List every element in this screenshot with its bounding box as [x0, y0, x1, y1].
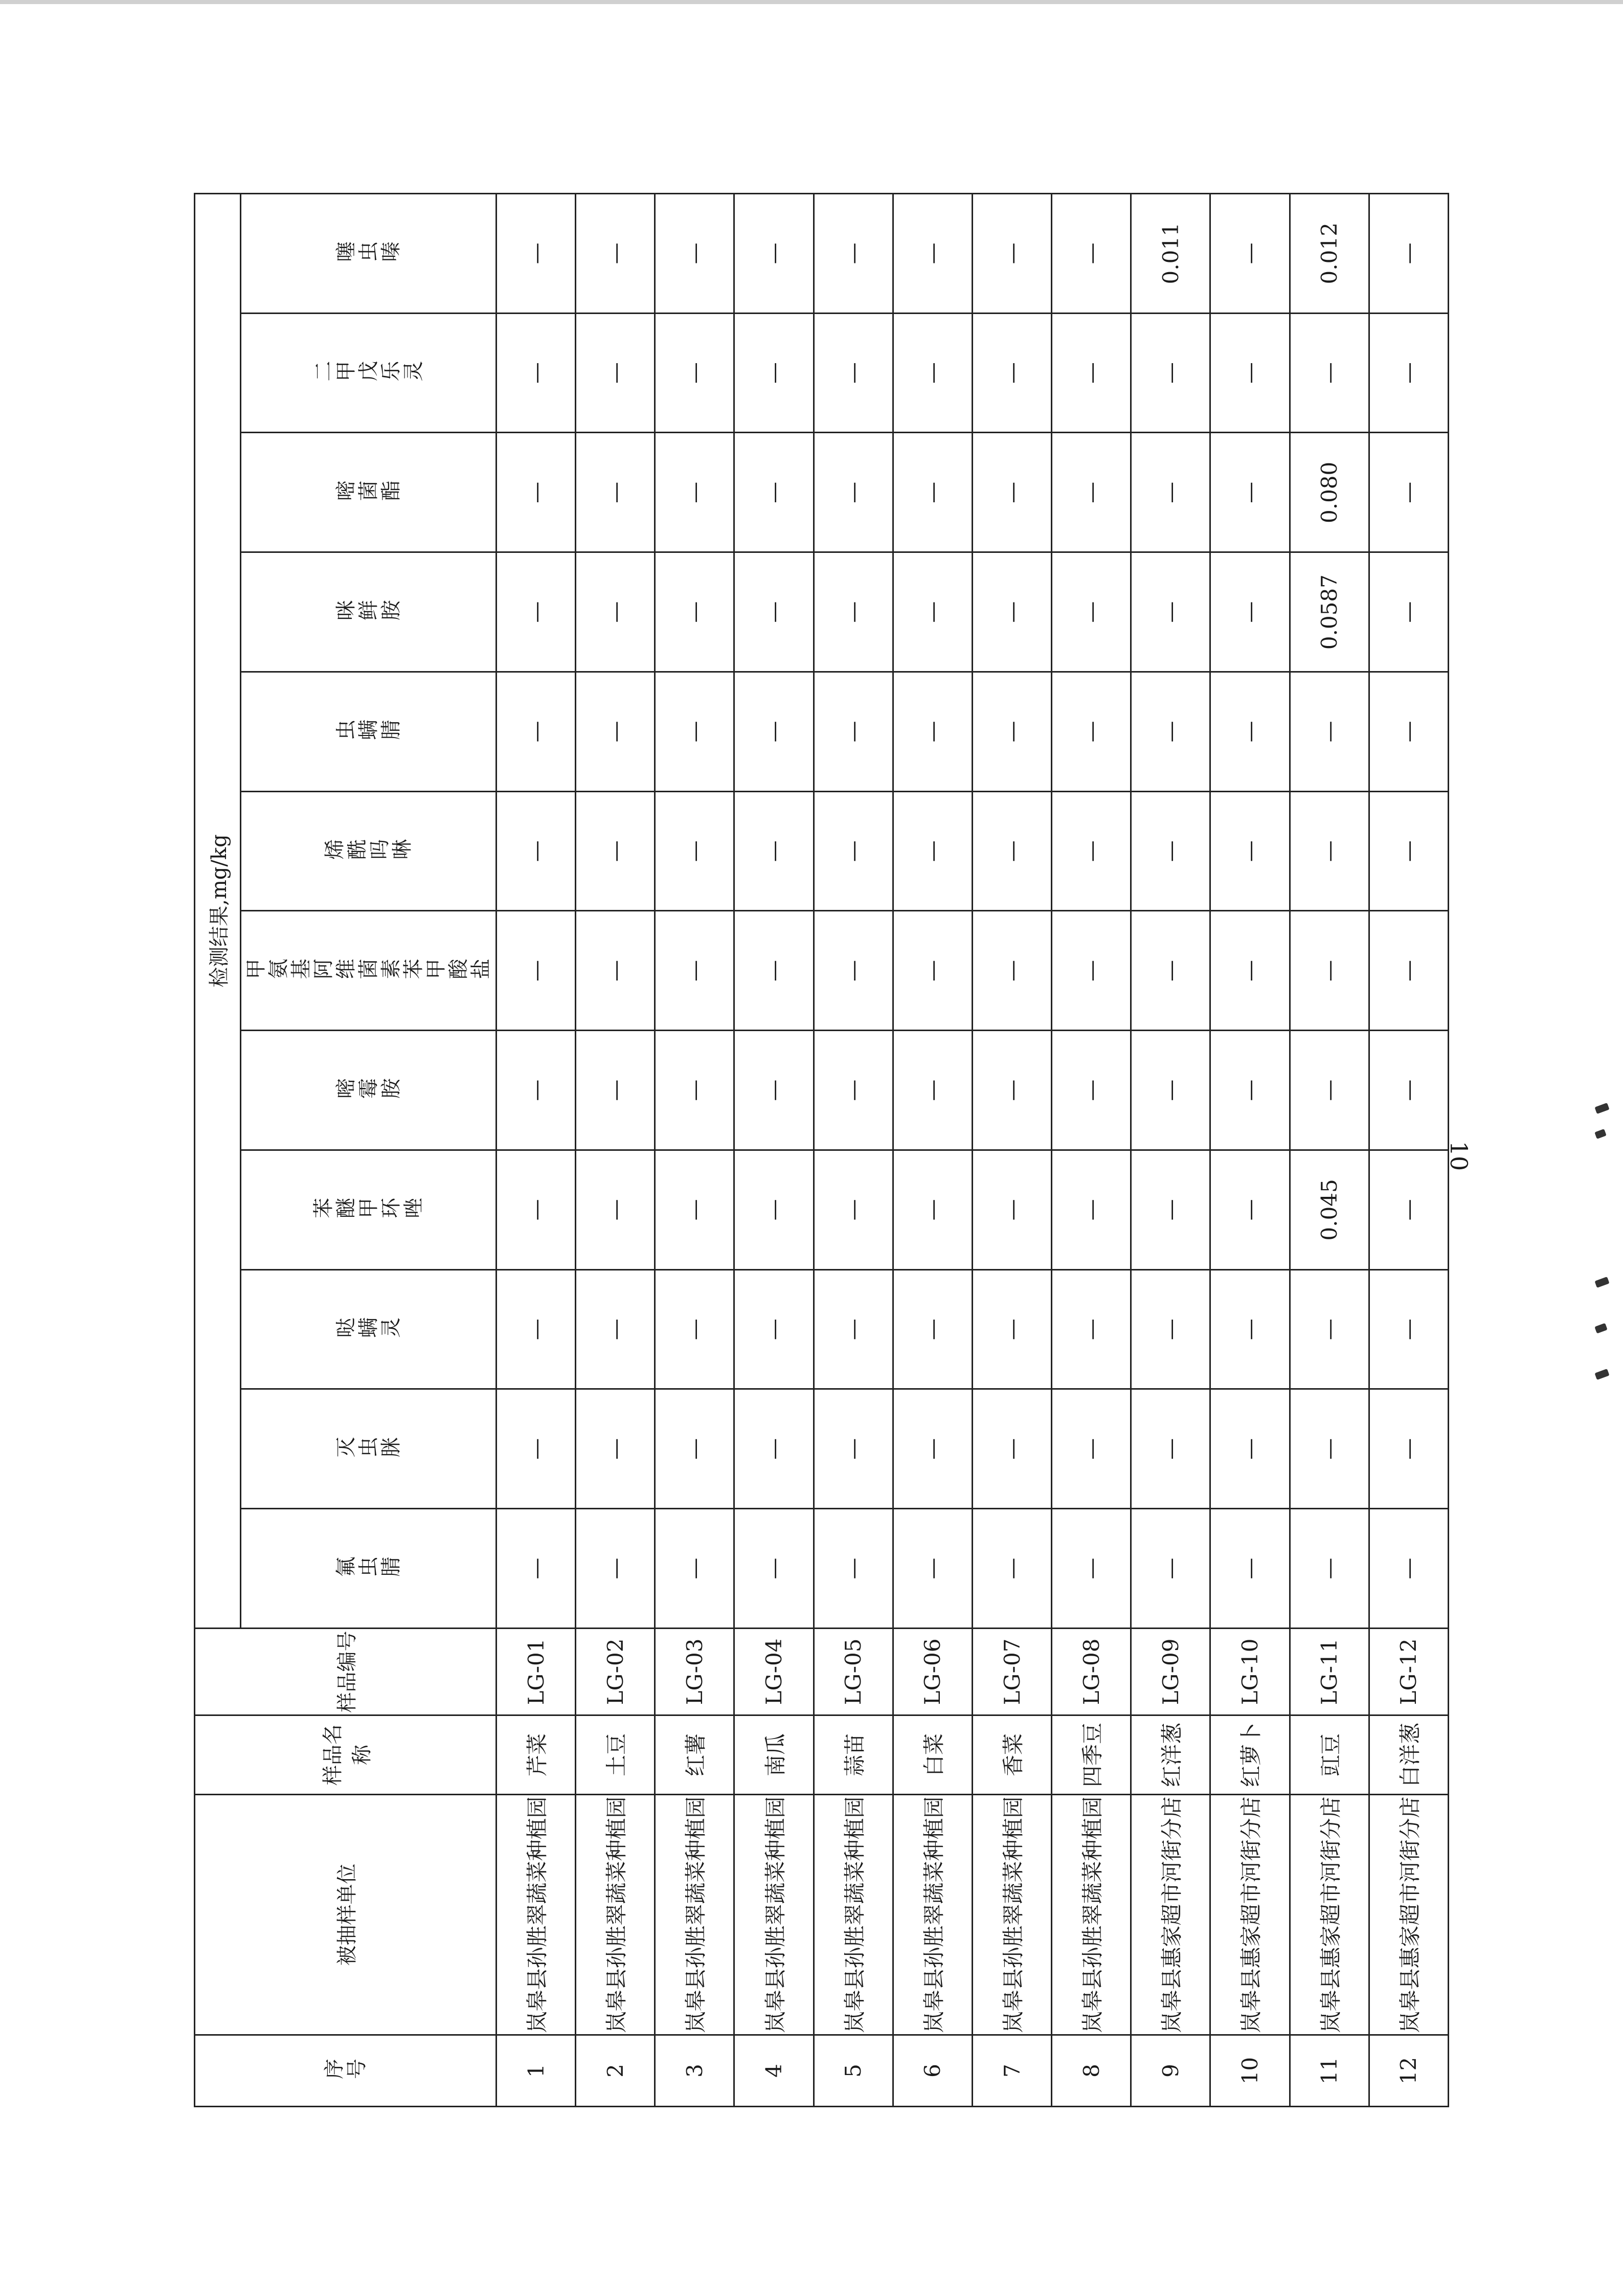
cell-value: — — [576, 791, 655, 911]
cell-value: — — [814, 552, 893, 672]
cell-code: LG-11 — [1290, 1629, 1369, 1715]
cell-code: LG-10 — [1210, 1629, 1290, 1715]
cell-value: — — [734, 313, 814, 433]
cell-value: — — [497, 313, 576, 433]
cell-value: — — [655, 1389, 734, 1509]
cell-value: — — [1210, 672, 1290, 792]
cell-name: 豇豆 — [1290, 1715, 1369, 1795]
cell-value: — — [497, 552, 576, 672]
cell-name: 白菜 — [893, 1715, 972, 1795]
cell-value: — — [497, 1509, 576, 1629]
table-row — [497, 193, 576, 2106]
cell-name: 红萝卜 — [1210, 1715, 1290, 1795]
cell-unit: 岚皋县孙胜翠蔬菜种植园 — [972, 1795, 1051, 2035]
cell-unit: 岚皋县惠家超市河街分店 — [1210, 1795, 1290, 2035]
cell-unit: 岚皋县孙胜翠蔬菜种植园 — [893, 1795, 972, 2035]
cell-unit: 岚皋县孙胜翠蔬菜种植园 — [734, 1795, 814, 2035]
cell-code: LG-06 — [893, 1629, 972, 1715]
cell-value: — — [1210, 1150, 1290, 1270]
cell-value: — — [1131, 1389, 1210, 1509]
cell-value: — — [655, 1269, 734, 1389]
cell-value: — — [893, 1389, 972, 1509]
cell-value: — — [1210, 1389, 1290, 1509]
header-analyte: 甲氨基阿维菌素苯甲酸盐 — [241, 911, 497, 1031]
cell-value: — — [497, 911, 576, 1031]
cell-seq: 1 — [497, 2035, 576, 2107]
cell-unit: 岚皋县孙胜翠蔬菜种植园 — [655, 1795, 734, 2035]
cell-value: — — [893, 1150, 972, 1270]
cell-value: — — [1369, 1509, 1448, 1629]
cell-value: — — [1052, 911, 1131, 1031]
cell-value: — — [893, 1269, 972, 1389]
cell-value: — — [972, 1509, 1051, 1629]
cell-unit: 岚皋县孙胜翠蔬菜种植园 — [576, 1795, 655, 2035]
cell-name: 芹菜 — [497, 1715, 576, 1795]
header-analyte: 嘧霉胺 — [241, 1031, 497, 1150]
cell-value: — — [893, 552, 972, 672]
cell-code: LG-05 — [814, 1629, 893, 1715]
cell-seq: 4 — [734, 2035, 814, 2107]
cell-value: — — [1290, 1269, 1369, 1389]
header-results-group: 检测结果,mg/kg — [195, 193, 241, 1628]
cell-value: — — [893, 433, 972, 552]
cell-value: — — [972, 433, 1051, 552]
cell-value: — — [576, 433, 655, 552]
cell-value: — — [972, 552, 1051, 672]
cell-value: — — [1210, 911, 1290, 1031]
cell-seq: 8 — [1052, 2035, 1131, 2107]
cell-name: 四季豆 — [1052, 1715, 1131, 1795]
cell-name: 蒜苗 — [814, 1715, 893, 1795]
header-analyte: 哒螨灵 — [241, 1269, 497, 1389]
cell-value: — — [576, 1509, 655, 1629]
cell-value: — — [814, 911, 893, 1031]
cell-value: — — [655, 433, 734, 552]
cell-value: — — [655, 1031, 734, 1150]
cell-value: — — [1052, 193, 1131, 313]
cell-value: — — [1290, 791, 1369, 911]
cell-value: — — [893, 672, 972, 792]
table-row — [1210, 193, 1290, 2106]
cell-value: — — [734, 433, 814, 552]
cell-value: — — [1290, 911, 1369, 1031]
cell-value: — — [1369, 193, 1448, 313]
cell-value: — — [1131, 791, 1210, 911]
cell-unit: 岚皋县惠家超市河街分店 — [1369, 1795, 1448, 2035]
cell-value: — — [814, 1269, 893, 1389]
cell-value: — — [734, 1509, 814, 1629]
cell-value: — — [1210, 1031, 1290, 1150]
cell-unit: 岚皋县惠家超市河街分店 — [1131, 1795, 1210, 2035]
cell-seq: 6 — [893, 2035, 972, 2107]
cell-code: LG-02 — [576, 1629, 655, 1715]
cell-value: — — [1290, 313, 1369, 433]
cell-value: — — [497, 1150, 576, 1270]
table-row — [814, 193, 893, 2106]
cell-value: — — [1052, 1389, 1131, 1509]
cell-value: — — [734, 1150, 814, 1270]
cell-code: LG-07 — [972, 1629, 1051, 1715]
cell-value: — — [1131, 1150, 1210, 1270]
cell-value: — — [497, 672, 576, 792]
cell-value: — — [1369, 1150, 1448, 1270]
cell-value: — — [893, 911, 972, 1031]
cell-value: — — [814, 313, 893, 433]
cell-value: — — [814, 1150, 893, 1270]
cell-value: — — [972, 193, 1051, 313]
table-row — [576, 193, 655, 2106]
cell-value: — — [1131, 313, 1210, 433]
cell-value: — — [1131, 552, 1210, 672]
cell-value: — — [1052, 1150, 1131, 1270]
cell-seq: 7 — [972, 2035, 1051, 2107]
cell-value: — — [655, 672, 734, 792]
cell-value: — — [497, 433, 576, 552]
cell-value: — — [814, 1389, 893, 1509]
cell-value: 0.011 — [1131, 193, 1210, 313]
cell-value: 0.012 — [1290, 193, 1369, 313]
cell-value: — — [1052, 1031, 1131, 1150]
cell-value: — — [734, 1031, 814, 1150]
cell-value: — — [1369, 1269, 1448, 1389]
cell-name: 香菜 — [972, 1715, 1051, 1795]
cell-value: — — [1210, 313, 1290, 433]
cell-value: — — [576, 1269, 655, 1389]
cell-value: — — [655, 552, 734, 672]
cell-value: — — [972, 791, 1051, 911]
cell-seq: 12 — [1369, 2035, 1448, 2107]
header-analyte: 灭虫脒 — [241, 1389, 497, 1509]
cell-value: — — [972, 1269, 1051, 1389]
cell-seq: 5 — [814, 2035, 893, 2107]
header-name: 样品名称 — [195, 1715, 497, 1795]
stamp-mark — [1595, 1084, 1611, 1391]
cell-code: LG-12 — [1369, 1629, 1448, 1715]
cell-seq: 3 — [655, 2035, 734, 2107]
cell-value: — — [814, 1509, 893, 1629]
cell-value: — — [1290, 1031, 1369, 1150]
table-row — [1052, 193, 1131, 2106]
header-analyte: 二甲戊乐灵 — [241, 313, 497, 433]
cell-value: — — [1131, 433, 1210, 552]
cell-value: — — [576, 1150, 655, 1270]
cell-seq: 10 — [1210, 2035, 1290, 2107]
cell-name: 南瓜 — [734, 1715, 814, 1795]
table-row — [972, 193, 1051, 2106]
cell-value: — — [1369, 313, 1448, 433]
cell-value: — — [1131, 911, 1210, 1031]
cell-value: — — [893, 1031, 972, 1150]
cell-value: — — [972, 313, 1051, 433]
cell-value: — — [655, 313, 734, 433]
cell-value: — — [972, 1150, 1051, 1270]
cell-value: — — [1052, 791, 1131, 911]
cell-value: — — [1131, 1031, 1210, 1150]
header-seq: 序号 — [195, 2035, 497, 2107]
cell-value: — — [1210, 552, 1290, 672]
cell-value: — — [1131, 1269, 1210, 1389]
cell-value: 0.080 — [1290, 433, 1369, 552]
cell-value: — — [1052, 313, 1131, 433]
cell-value: — — [893, 193, 972, 313]
cell-value: — — [1290, 672, 1369, 792]
cell-unit: 岚皋县孙胜翠蔬菜种植园 — [814, 1795, 893, 2035]
cell-value: — — [497, 791, 576, 911]
cell-value: — — [1052, 1269, 1131, 1389]
cell-value: — — [1369, 433, 1448, 552]
cell-code: LG-08 — [1052, 1629, 1131, 1715]
cell-value: — — [576, 911, 655, 1031]
header-analyte: 咪鲜胺 — [241, 552, 497, 672]
cell-value: — — [497, 193, 576, 313]
cell-value: — — [734, 193, 814, 313]
cell-unit: 岚皋县孙胜翠蔬菜种植园 — [497, 1795, 576, 2035]
cell-value: — — [734, 1269, 814, 1389]
cell-value: — — [655, 1150, 734, 1270]
cell-value: — — [734, 672, 814, 792]
cell-value: — — [655, 911, 734, 1031]
cell-value: — — [893, 791, 972, 911]
cell-name: 土豆 — [576, 1715, 655, 1795]
cell-value: — — [1369, 672, 1448, 792]
cell-value: — — [1131, 1509, 1210, 1629]
cell-value: — — [497, 1031, 576, 1150]
cell-value: — — [1369, 1389, 1448, 1509]
cell-value: — — [1210, 433, 1290, 552]
cell-value: — — [1052, 672, 1131, 792]
header-analyte: 噻虫嗪 — [241, 193, 497, 313]
cell-value: — — [1369, 552, 1448, 672]
cell-value: — — [1290, 1389, 1369, 1509]
cell-name: 红洋葱 — [1131, 1715, 1210, 1795]
header-analyte: 氟虫腈 — [241, 1509, 497, 1629]
cell-value: — — [734, 552, 814, 672]
cell-value: — — [972, 1031, 1051, 1150]
cell-value: — — [1052, 552, 1131, 672]
cell-value: — — [972, 1389, 1051, 1509]
table-row — [893, 193, 972, 2106]
table-row — [1290, 193, 1369, 2106]
cell-code: LG-04 — [734, 1629, 814, 1715]
header-analyte: 烯酰吗啉 — [241, 791, 497, 911]
cell-value: — — [576, 672, 655, 792]
cell-value: — — [814, 791, 893, 911]
cell-code: LG-03 — [655, 1629, 734, 1715]
cell-value: — — [655, 193, 734, 313]
cell-value: — — [1210, 193, 1290, 313]
cell-seq: 2 — [576, 2035, 655, 2107]
cell-value: — — [655, 1509, 734, 1629]
cell-value: — — [1369, 1031, 1448, 1150]
table-row — [655, 193, 734, 2106]
cell-value: — — [734, 791, 814, 911]
cell-value: — — [814, 433, 893, 552]
cell-value: — — [1210, 1509, 1290, 1629]
results-table-container — [194, 194, 1449, 2107]
cell-value: — — [893, 1509, 972, 1629]
cell-name: 红薯 — [655, 1715, 734, 1795]
cell-value: — — [576, 193, 655, 313]
header-analyte: 虫螨腈 — [241, 672, 497, 792]
cell-seq: 9 — [1131, 2035, 1210, 2107]
cell-value: — — [576, 313, 655, 433]
table-row — [1369, 193, 1448, 2106]
cell-value: — — [814, 193, 893, 313]
header-code: 样品编号 — [195, 1629, 497, 1715]
cell-value: — — [1052, 1509, 1131, 1629]
cell-unit: 岚皋县孙胜翠蔬菜种植园 — [1052, 1795, 1131, 2035]
table-row — [734, 193, 814, 2106]
cell-value: — — [1210, 1269, 1290, 1389]
cell-value: — — [1290, 1509, 1369, 1629]
cell-value: — — [497, 1269, 576, 1389]
cell-code: LG-01 — [497, 1629, 576, 1715]
cell-value: — — [893, 313, 972, 433]
cell-value: — — [814, 672, 893, 792]
cell-code: LG-09 — [1131, 1629, 1210, 1715]
cell-value: — — [1369, 911, 1448, 1031]
cell-value: — — [576, 552, 655, 672]
cell-value: — — [1210, 791, 1290, 911]
cell-value: 0.0587 — [1290, 552, 1369, 672]
cell-value: — — [972, 911, 1051, 1031]
cell-value: — — [734, 911, 814, 1031]
cell-value: — — [734, 1389, 814, 1509]
header-analyte: 嘧菌酯 — [241, 433, 497, 552]
cell-value: — — [576, 1389, 655, 1509]
cell-value: 0.045 — [1290, 1150, 1369, 1270]
cell-value: — — [497, 1389, 576, 1509]
cell-value: — — [1131, 672, 1210, 792]
header-unit: 被抽样单位 — [195, 1795, 497, 2035]
table-row — [1131, 193, 1210, 2106]
scan-edge — [0, 0, 1623, 4]
cell-value: — — [1052, 433, 1131, 552]
cell-value: — — [972, 672, 1051, 792]
results-table — [194, 193, 1449, 2107]
cell-value: — — [576, 1031, 655, 1150]
cell-value: — — [814, 1031, 893, 1150]
cell-seq: 11 — [1290, 2035, 1369, 2107]
cell-value: — — [1369, 791, 1448, 911]
cell-value: — — [655, 791, 734, 911]
cell-unit: 岚皋县惠家超市河街分店 — [1290, 1795, 1369, 2035]
header-analyte: 苯醚甲环唑 — [241, 1150, 497, 1270]
cell-name: 白洋葱 — [1369, 1715, 1448, 1795]
page-number: 10 — [1445, 1141, 1473, 1171]
